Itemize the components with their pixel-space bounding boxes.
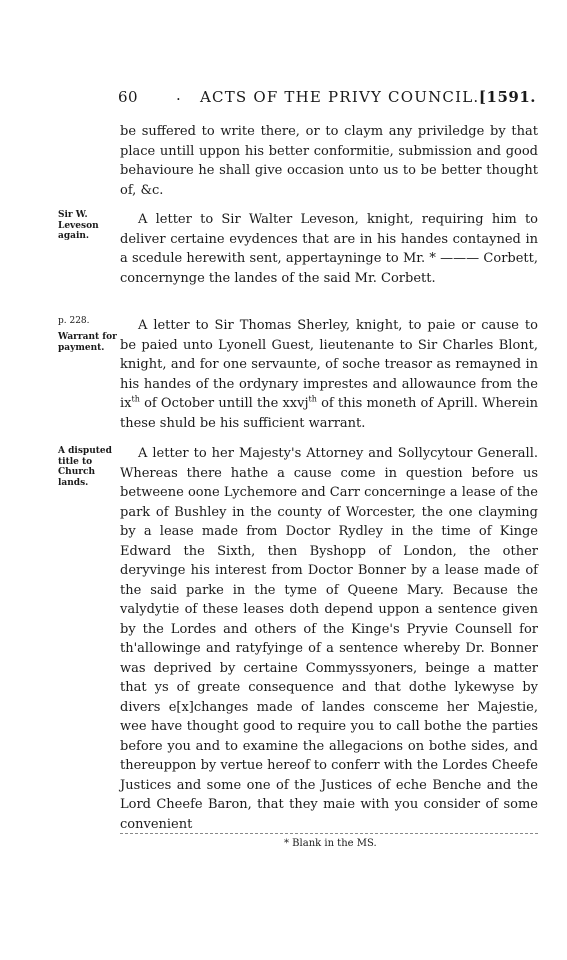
- superscript-th: th: [131, 394, 140, 404]
- margin-note-page-ref: p. 228.: [58, 316, 90, 326]
- footnote-rule: [120, 833, 538, 834]
- paragraph-attorney-letter: A letter to her Majesty's Attorney and Sollycytour Generall. Whereas there hathe a cause come in question before us betweene oone Lychemore and Carr concerninge a lease of the park of Bushley in the county of Worcester, the one clayming by a lease made from Doctor Rydley in the time of Kinge Edward the Sixth, then Byshopp of London, the other deryvinge his interest from Doctor Bonner by a lease made of the said parke in the tyme of Queene Mary. Because the valydytie of these leases doth depend uppon a sentence given by the Lordes and others of the Kinge's Pryvie Counsell for th'allowinge and ratyfyinge of a sentence whereby Dr. Bonner was deprived by certaine Commyssyoners, beinge a matter that ys of greate consequence and that dothe lykewyse by divers e[x]changes made of landes consceme her Majestie, wee have thought good to require you to call bothe the parties before you and to examine the allegacions on bothe sides, and thereuppon by vertue hereof to conferr with the Lordes Cheefe Justices and some one of the Justices of eche Benche and the Lord Cheefe Baron, that they maie with you consider of some convenient: [120, 446, 538, 832]
- footnote: * Blank in the MS.: [284, 838, 377, 849]
- paragraph-continuation: be suffered to write there, or to claym any priviledge by that place untill uppon his better conformitie, submission and good behavioure he shall give occasion unto us to be better thought of, &c.: [120, 124, 538, 198]
- header-year: [1591.: [478, 88, 536, 106]
- paragraph-sherley-letter: [120, 316, 538, 433]
- page-number: 60: [118, 88, 139, 106]
- paragraph-leveson-letter: A letter to Sir Walter Leveson, knight, requiring him to deliver certaine evydences that are in his handes contayned in a scedule herewith sent, appertayninge to Mr. * ——— Corbett, concernynge the landes of the said Mr. Corbett.: [120, 212, 538, 286]
- header-dot: .: [176, 86, 182, 104]
- paragraph-sherley-text-a: A letter to Sir Thomas Sherley, knight, to paie or cause to be paied unto Lyonell Guest, lieutenante to Sir Charles Blont, knight, and for one servaunte, of soche treasor as remayned in his handes of the ordynary imprestes and allowaunce from the ix: [120, 318, 538, 411]
- margin-note-warrant: Warrant for payment.: [58, 332, 117, 353]
- running-title: ACTS OF THE PRIVY COUNCIL.: [200, 88, 480, 106]
- paragraph-sherley-text-c: of this moneth of Aprill. Wherein these shuld be his sufficient warrant.: [120, 396, 538, 431]
- page-header: [118, 88, 536, 108]
- paragraph-sherley-text-b: of October untill the xxvj: [139, 396, 309, 411]
- margin-note-leveson: Sir W. Leveson again.: [58, 210, 99, 241]
- margin-note-church-lands: A disputed title to Church lands.: [58, 446, 112, 488]
- superscript-th: th: [308, 394, 317, 404]
